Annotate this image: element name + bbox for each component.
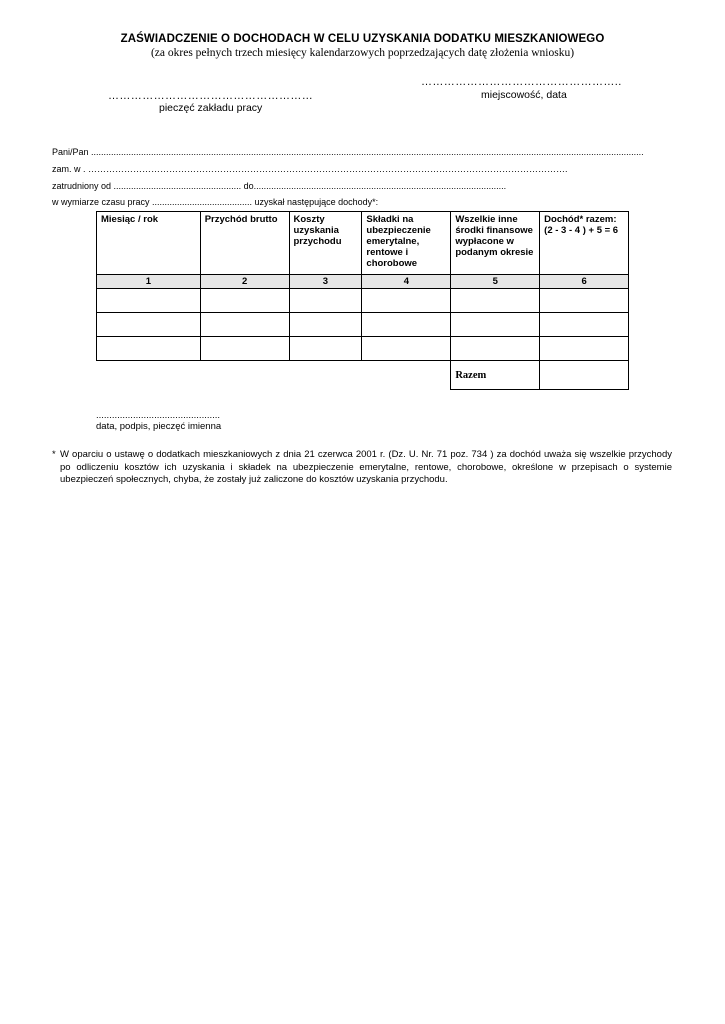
table-cell[interactable] xyxy=(362,313,451,337)
table-cell[interactable] xyxy=(451,337,540,361)
table-row xyxy=(97,313,629,337)
footnote-text: W oparciu o ustawę o dodatkach mieszkaniowych z dnia 21 czerwca 2001 r. (Dz. U. Nr. 71 poz. 734 ) za dochód uważa się wszelkie przychody po odliczeniu kosztów ich uzyskania i składek na ubezpieczenie emerytalne, rentowe, chorobowe, określone w przepisach o systemie ubezpieczeń społecznych, chyba, że zostały już zaliczone do kosztów uzyskania przychodu. xyxy=(60,449,672,485)
column-number: 5 xyxy=(451,275,540,289)
column-header: Przychód brutto xyxy=(200,212,289,275)
column-number-row xyxy=(97,275,629,289)
total-row xyxy=(97,361,629,390)
column-number: 4 xyxy=(362,275,451,289)
column-number: 3 xyxy=(289,275,362,289)
working-hours-line[interactable]: w wymiarze czasu pracy ........................................ uzyskał następujące dochody*: xyxy=(52,197,379,207)
table-cell[interactable] xyxy=(97,337,201,361)
column-header: Koszty uzyskania przychodu xyxy=(289,212,362,275)
company-stamp-label: pieczęć zakładu pracy xyxy=(159,102,263,114)
table-row xyxy=(97,289,629,313)
footnote xyxy=(52,449,672,487)
column-header: Wszelkie inne środki finansowe wypłacone w podanym okresie xyxy=(451,212,540,275)
place-date-field[interactable]: …………………………………………….. xyxy=(421,76,622,88)
table-cell[interactable] xyxy=(540,289,629,313)
column-number: 2 xyxy=(200,275,289,289)
table-row xyxy=(97,337,629,361)
document-title: ZAŚWIADCZENIE O DOCHODACH W CELU UZYSKANIA DODATKU MIESZKANIOWEGO xyxy=(120,33,605,45)
table-cell[interactable] xyxy=(289,313,362,337)
column-header: Miesiąc / rok xyxy=(97,212,201,275)
empty-area xyxy=(97,361,451,390)
table-cell[interactable] xyxy=(200,289,289,313)
footnote-marker: * xyxy=(52,449,56,460)
employment-period-line[interactable]: zatrudniony od ................................................... do..................................................................................................... xyxy=(52,181,507,191)
table-cell[interactable] xyxy=(289,289,362,313)
signature-field[interactable]: ............................................... xyxy=(96,410,221,421)
column-number: 1 xyxy=(97,275,201,289)
table-cell[interactable] xyxy=(362,337,451,361)
name-line[interactable]: Pani/Pan ............................................................................................................................................................................................................................. xyxy=(52,147,644,157)
table-cell[interactable] xyxy=(200,313,289,337)
column-header: Dochód* razem: (2 - 3 - 4 ) + 5 = 6 xyxy=(540,212,629,275)
table-cell[interactable] xyxy=(97,313,201,337)
signature-label: data, podpis, pieczęć imienna xyxy=(96,421,222,432)
income-table xyxy=(96,211,629,390)
table-cell[interactable] xyxy=(540,337,629,361)
document-subtitle: (za okres pełnych trzech miesięcy kalendarzowych poprzedzających datę złożenia wniosku) xyxy=(150,47,575,59)
table-cell[interactable] xyxy=(451,313,540,337)
table-cell[interactable] xyxy=(540,313,629,337)
table-cell[interactable] xyxy=(289,337,362,361)
column-header: Składki na ubezpieczenie emerytalne, rentowe i chorobowe xyxy=(362,212,451,275)
table-header-row xyxy=(97,212,629,275)
table-cell[interactable] xyxy=(200,337,289,361)
table-cell[interactable] xyxy=(362,289,451,313)
table-cell[interactable] xyxy=(451,289,540,313)
total-label: Razem xyxy=(451,361,540,390)
place-date-label: miejscowość, data xyxy=(481,89,567,101)
column-number: 6 xyxy=(540,275,629,289)
company-stamp-field[interactable]: ……………………………………………… xyxy=(108,90,314,102)
table-cell[interactable] xyxy=(97,289,201,313)
address-line[interactable]: zam. w . ……………………………………………………………………………………………………………………………………………. xyxy=(52,164,568,174)
total-value-cell[interactable] xyxy=(540,361,629,390)
